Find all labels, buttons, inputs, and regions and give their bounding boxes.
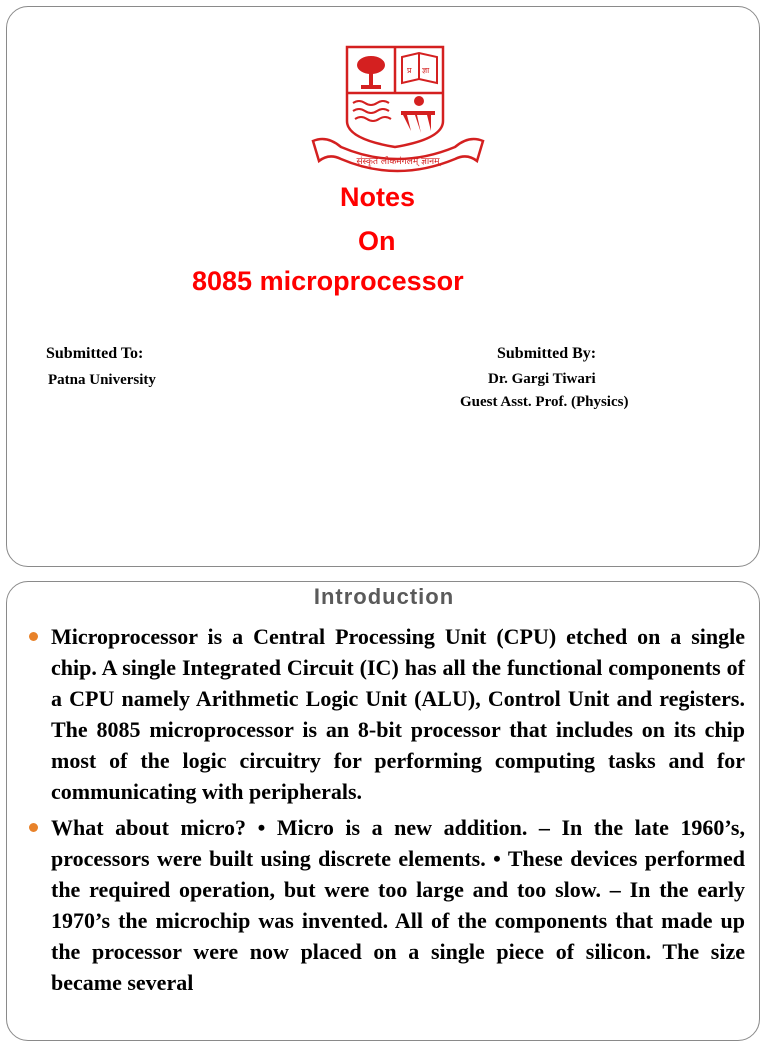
introduction-slide: [6, 581, 760, 1041]
submitted-to-label: Submitted To:: [46, 345, 144, 362]
svg-text:ज्ञा: ज्ञा: [422, 66, 430, 75]
title-notes: Notes: [340, 182, 416, 212]
svg-text:प्र: प्र: [407, 66, 412, 75]
bullet-dot-icon: [29, 632, 38, 641]
title-on: On: [358, 226, 396, 256]
submitted-by-role: Guest Asst. Prof. (Physics): [460, 394, 629, 410]
bullet-list: [27, 621, 745, 1003]
bullet-text: Microprocessor is a Central Processing Unit (CPU) etched on a single chip. A single Integrated Circuit (IC) has all the functional components of a CPU namely Arithmetic Logic Unit (ALU), Control Unit and registers. The 8085 microprocessor is an 8-bit processor that includes on its chip most of the logic circuitry for performing computing tasks and for communicating with peripherals.: [51, 624, 745, 804]
logo-motto: संस्कृत लोकमंगलम् ज्ञानम्: [356, 157, 440, 167]
submitted-by-name: Dr. Gargi Tiwari: [488, 371, 596, 387]
university-seal-logo: [307, 43, 489, 181]
bullet-dot-icon: [29, 823, 38, 832]
introduction-heading: Introduction: [313, 584, 455, 609]
bullet-item: [27, 812, 745, 998]
submitted-to-value: Patna University: [48, 372, 156, 388]
submitted-by-label: Submitted By:: [497, 345, 597, 362]
bullet-text: What about micro? • Micro is a new addition. – In the late 1960’s, processors were built using discrete elements. • These devices performed the required operation, but were too large and too slow. – In the early 1970’s the microchip was invented. All of the components that made up the processor were now placed on a single piece of silicon. The size became several: [51, 815, 745, 995]
cover-slide: [6, 6, 760, 567]
bullet-item: [27, 621, 745, 807]
title-subject: 8085 microprocessor: [192, 266, 464, 296]
